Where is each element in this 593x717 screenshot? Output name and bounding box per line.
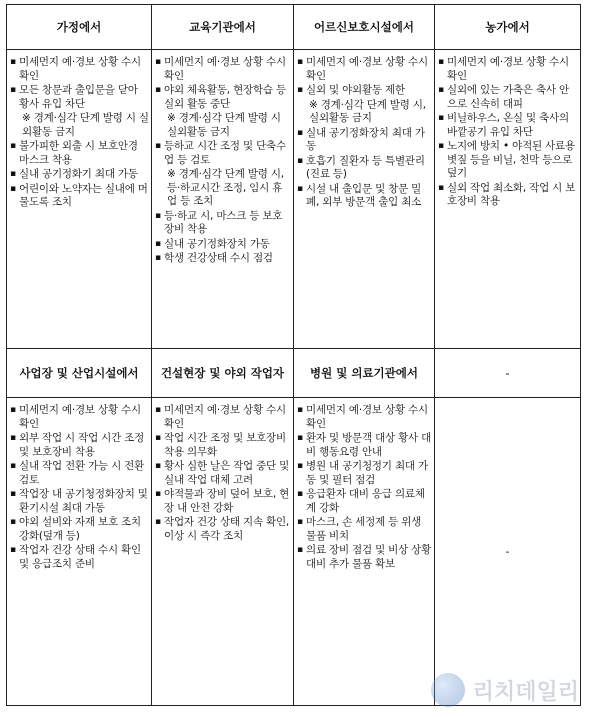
bullet-item: ▪ 실내 공기정화기 최대 가동 (10, 168, 149, 182)
column-header-construction: 건설현장 및 야외 작업자 (152, 349, 294, 398)
cell-senior-care (294, 50, 434, 210)
cell-workplace (7, 398, 151, 571)
column-header-farm: 농가에서 (435, 5, 581, 50)
bullet-item: ▪ 야외 설비와 자재 보호 조치 강화(덮개 등) (10, 516, 149, 543)
bullet-item: ▪ 실내 공기정화장치 최대 가동 (297, 127, 432, 154)
bullet-item: ▪ 실외 및 야외활동 제한 (297, 84, 432, 98)
column-header-empty: - (435, 349, 581, 398)
note-text: ※ 경계·심각 단계 발령 시, 등·하교시간 조정, 임시 휴업 등 조치 (167, 168, 284, 207)
bullet-item: ▪ 야적물과 장비 덮어 보호, 현장 내 안전 강화 (155, 488, 291, 515)
column-header-workplace: 사업장 및 산업시설에서 (7, 349, 152, 398)
note-text: ※ 경계·심각 단계 발령 시 실외활동 금지 (22, 112, 149, 138)
watermark (431, 673, 579, 707)
cell-home (7, 50, 151, 210)
bullet-item: ▪ 비닐하우스, 온실 및 축사의 바깥공기 유입 차단 (438, 112, 578, 139)
bullet-item: ▪ 작업자 건강 상태 지속 확인, 이상 시 즉각 조치 (155, 516, 291, 543)
globe-logo-icon (431, 673, 465, 707)
column-header-education: 교육기관에서 (152, 5, 294, 50)
bullet-item: ▪ 황사 심한 날은 작업 중단 및 실내 작업 대체 고려 (155, 460, 291, 487)
bullet-item: ▪ 미세먼지 예·경보 상황 수시 확인 (10, 56, 149, 83)
bullet-item: ▪ 등·하교 시, 마스크 등 보호장비 착용 (155, 210, 291, 237)
bullet-item: ▪ 야외 체육활동, 현장학습 등 실외 활동 중단 (155, 84, 291, 111)
bullet-item: ▪ 실내 공기정화장치 가동 (155, 238, 291, 252)
bullet-item: ▪ 응급환자 대비 응급 의료체계 강화 (297, 488, 432, 515)
cell-hospital (294, 398, 434, 571)
bullet-item: ▪ 마스크, 손 세정제 등 위생 물품 비치 (297, 516, 432, 543)
bullet-item: ▪ 미세먼지 예·경보 상황 수시 확인 (10, 404, 149, 431)
bullet-item: ▪ 미세먼지 예·경보 상황 수시 확인 (155, 404, 291, 431)
bullet-item: ▪ 환자 및 방문객 대상 황사 대비 행동요령 안내 (297, 432, 432, 459)
bullet-item: ▪ 실외 작업 최소화, 작업 시 보호장비 착용 (438, 182, 578, 209)
bullet-item: ▪ 실외에 있는 가축은 축사 안으로 신속히 대피 (438, 84, 578, 111)
note-text: ※ 경계·심각 단계 발령 시, 실외활동 금지 (309, 98, 426, 124)
bullet-item: ▪ 불가피한 외출 시 보호안경 마스크 착용 (10, 140, 149, 167)
bullet-item: ▪ 시설 내 출입문 및 창문 밀폐, 외부 방문객 출입 최소 (297, 183, 432, 210)
bullet-item: ▪ 의료 장비 점검 및 비상 상황 대비 추가 물품 확보 (297, 544, 432, 571)
bullet-item: ▪ 병원 내 공기청정기 최대 가동 및 필터 점검 (297, 460, 432, 487)
bullet-item: ▪ 미세먼지 예·경보 상황 수시 확인 (297, 56, 432, 83)
note-text: ※ 경계·심각 단계 발령 시 실외활동 금지 (167, 112, 281, 138)
bullet-item: ▪ 노지에 방치 • 야적된 사료용 볏짚 등을 비닐, 천막 등으로 덮기 (438, 140, 578, 181)
bullet-item: ▪ 작업장 내 공기청정화장치 및 환기시설 최대 가동 (10, 488, 149, 515)
cell-construction (152, 398, 293, 543)
bullet-item: ▪ 작업 시간 조정 및 보호장비 착용 의무화 (155, 432, 291, 459)
bullet-item: ▪ 실내 작업 전환 가능 시 전환 검토 (10, 460, 149, 487)
column-header-home: 가정에서 (7, 5, 152, 50)
bullet-item: ▪ 미세먼지 예·경보 상황 수시 확인 (155, 56, 291, 83)
bullet-item: ▪ 미세먼지 예·경보 상황 수시 확인 (297, 404, 432, 431)
bullet-item: ▪ 외부 작업 시 작업 시간 조정 및 보호장비 착용 (10, 432, 149, 459)
bullet-item: ▪ 모든 창문과 출입문을 닫아 황사 유입 차단 (10, 84, 149, 111)
cell-empty-dash: - (435, 398, 581, 706)
bullet-item: ▪ 미세먼지 예·경보 상황 수시 확인 (438, 56, 578, 83)
bullet-item: ▪ 호흡기 질환자 등 특별관리(진료 등) (297, 155, 432, 182)
bullet-item: ▪ 어린이와 노약자는 실내에 머물도록 조치 (10, 183, 149, 210)
cell-farm (435, 50, 580, 209)
watermark-text: 리치데일리 (472, 679, 579, 705)
guideline-table (6, 4, 581, 706)
bullet-item: ▪ 학생 건강상태 수시 점검 (155, 252, 291, 266)
bullet-item: ▪ 등하교 시간 조정 및 단축수업 등 검토 (155, 140, 291, 167)
column-header-hospital: 병원 및 의료기관에서 (294, 349, 435, 398)
cell-education (152, 50, 293, 266)
bullet-item: ▪ 작업자 건강 상태 수시 확인 및 응급조치 준비 (10, 544, 149, 571)
column-header-senior-care: 어르신보호시설에서 (294, 5, 435, 50)
